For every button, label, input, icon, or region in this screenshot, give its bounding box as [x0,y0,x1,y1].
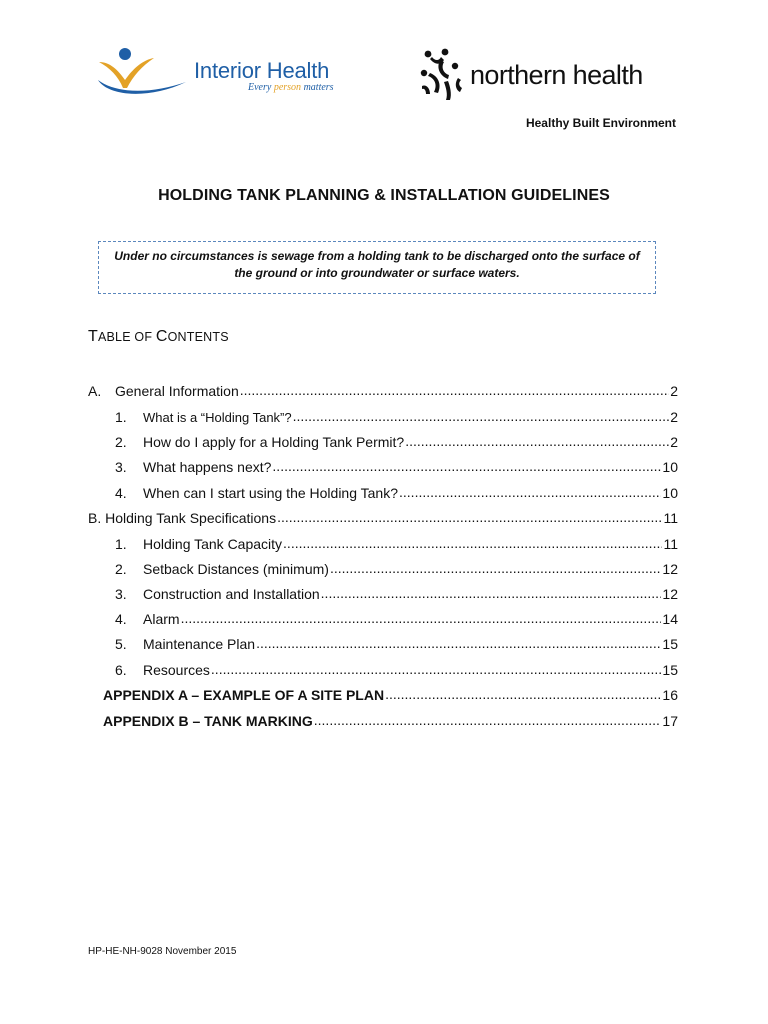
toc-entry-appendix-a[interactable] [103,686,678,704]
toc-entry-alarm[interactable] [115,610,678,628]
northern-health-name: northern health [470,60,643,90]
toc-entry-apply-permit[interactable] [115,433,678,451]
toc-dot-leader [405,433,669,447]
toc-dot-leader [240,382,669,396]
toc-entry-page: 11 [663,510,678,526]
toc-entry-appendix-b[interactable] [103,712,678,730]
interior-health-tagline: Every person matters [248,82,334,93]
toc-dot-leader [399,484,661,498]
toc-entry-capacity[interactable] [115,535,678,553]
toc-entry-page: 17 [662,713,678,729]
toc-dot-leader [256,635,661,649]
toc-entry-resources[interactable] [115,661,678,679]
toc-entry-maintenance-plan[interactable] [115,635,678,653]
toc-entry-number: 4. [115,485,127,501]
toc-dot-leader [314,712,662,726]
toc-entry-page: 14 [662,611,678,627]
toc-entry-number: 2. [115,561,127,577]
toc-entry-number: 6. [115,662,127,678]
toc-entry-title: Construction and Installation [143,586,320,602]
toc-entry-number: 5. [115,636,127,652]
toc-entry-number: 1. [115,536,127,552]
toc-entry-page: 10 [662,459,678,475]
toc-entry-title: General Information [115,383,239,399]
toc-dot-leader [330,560,661,574]
toc-entry-general-information[interactable] [88,382,678,400]
toc-entry-title: How do I apply for a Holding Tank Permit? [143,434,405,450]
toc-entry-page: 12 [662,586,678,602]
toc-entry-page: 15 [662,636,678,652]
document-title: HOLDING TANK PLANNING & INSTALLATION GUIDELINES [158,187,610,204]
toc-entry-title: Alarm [143,611,180,627]
toc-entry-page: 10 [662,485,678,501]
toc-entry-title: Maintenance Plan [143,636,256,652]
toc-entry-what-is-holding-tank[interactable] [115,408,678,426]
toc-dot-leader [181,610,662,624]
toc-dot-leader [283,535,662,549]
toc-entry-title: Setback Distances (minimum) [143,561,329,577]
toc-heading: TABLE OF CONTENTS [88,328,229,345]
toc-entry-title: APPENDIX A – EXAMPLE OF A SITE PLAN [103,687,385,703]
department-label: Healthy Built Environment [525,116,676,130]
toc-dot-leader [211,661,662,675]
toc-dot-leader [277,509,662,523]
interior-health-name: Interior Health [194,58,330,83]
toc-entry-page: 15 [662,662,678,678]
toc-entry-number: 4. [115,611,127,627]
toc-entry-setback-distances[interactable] [115,560,678,578]
document-footer-code: HP-HE-NH-9028 November 2015 [88,946,237,957]
toc-entry-title: APPENDIX B – TANK MARKING [103,713,313,729]
toc-entry-title: When can I start using the Holding Tank? [143,485,399,501]
toc-entry-title: What happens next? [143,459,272,475]
toc-entry-start-using[interactable] [115,484,678,502]
toc-entry-title: Holding Tank Capacity [143,536,283,552]
toc-entry-page: 2 [670,434,678,450]
toc-entry-page: 12 [662,561,678,577]
toc-entry-number: 2. [115,434,127,450]
toc-entry-what-happens-next[interactable] [115,458,678,476]
toc-entry-title: What is a “Holding Tank”? [143,410,292,425]
toc-entry-page: 16 [662,687,678,703]
toc-entry-page: 2 [670,409,678,425]
toc-entry-holding-tank-specifications[interactable] [88,509,678,527]
toc-entry-page: 2 [670,383,678,399]
toc-entry-number: 3. [115,586,127,602]
toc-entry-number: 3. [115,459,127,475]
toc-dot-leader [272,458,661,472]
toc-entry-page: 11 [663,536,678,552]
toc-entry-number: A. [88,383,102,399]
toc-dot-leader [321,585,662,599]
toc-dot-leader [293,408,670,422]
warning-notice-text: Under no circumstances is sewage from a holding tank to be discharged onto the surface of the ground or into groundwater or surface waters. [114,249,640,280]
toc-entry-title: B. Holding Tank Specifications [88,510,277,526]
toc-entry-construction-installation[interactable] [115,585,678,603]
toc-entry-number: 1. [115,409,127,425]
toc-dot-leader [385,686,661,700]
toc-entry-title: Resources [143,662,210,678]
